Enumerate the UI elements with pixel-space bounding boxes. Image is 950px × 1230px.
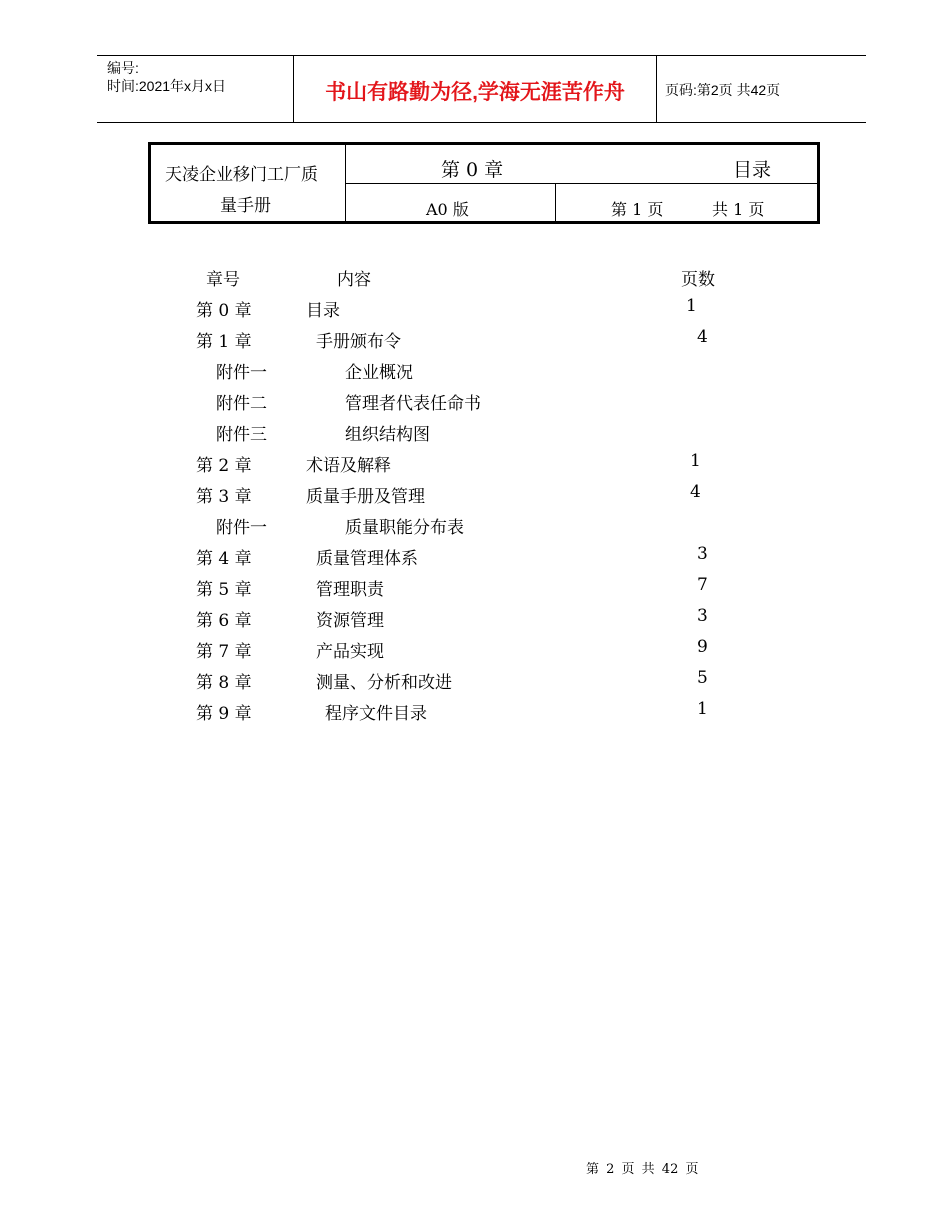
toc-row-content: 目录 xyxy=(306,301,340,321)
toc-row-chapter: 第 3 章 xyxy=(196,487,252,507)
toc-row-content: 企业概况 xyxy=(345,363,413,383)
toc-row-content: 程序文件目录 xyxy=(325,704,427,724)
toc-row-pages: 4 xyxy=(690,482,701,502)
toc-row-pages: 1 xyxy=(686,296,697,316)
toc-row-content: 组织结构图 xyxy=(345,425,430,445)
toc-row-pages: 4 xyxy=(697,327,708,347)
toc-row-pages: 1 xyxy=(690,451,701,471)
document-time-label: 时间:2021年x月x日 xyxy=(107,78,227,94)
version-label: A0 版 xyxy=(426,200,469,219)
toc-row-content: 资源管理 xyxy=(316,611,384,631)
total-pages-label: 共 1 页 xyxy=(712,200,765,219)
toc-row-pages: 5 xyxy=(697,668,708,688)
company-name-line2: 量手册 xyxy=(220,196,271,216)
toc-row-content: 产品实现 xyxy=(316,642,384,662)
toc-header-chapter: 章号 xyxy=(206,270,240,290)
toc-row-pages: 9 xyxy=(697,637,708,657)
toc-row-chapter: 附件一 xyxy=(216,518,267,538)
toc-row-chapter: 附件二 xyxy=(216,394,267,414)
toc-header-pages: 页数 xyxy=(681,270,715,290)
company-name: 天凌企业移门工厂质 xyxy=(165,165,318,185)
chapter-number: 第 0 章 xyxy=(441,159,504,181)
page-label: 第 1 页 xyxy=(611,200,664,219)
toc-row-content: 质量手册及管理 xyxy=(306,487,425,507)
toc-row-chapter: 第 7 章 xyxy=(196,642,252,662)
toc-row-content: 质量管理体系 xyxy=(316,549,418,569)
toc-row-chapter: 附件一 xyxy=(216,363,267,383)
toc-row-chapter: 第 8 章 xyxy=(196,673,252,693)
toc-row-content: 术语及解释 xyxy=(306,456,391,476)
toc-row-pages: 7 xyxy=(697,575,708,595)
toc-row-content: 管理职责 xyxy=(316,580,384,600)
toc-row-chapter: 第 4 章 xyxy=(196,549,252,569)
toc-row-chapter: 第 1 章 xyxy=(196,332,252,352)
toc-row-chapter: 附件三 xyxy=(216,425,267,445)
toc-row-chapter: 第 0 章 xyxy=(196,301,252,321)
header-motto: 书山有路勤为径,学海无涯苦作舟 xyxy=(325,81,625,104)
document-number-label: 编号: xyxy=(107,60,139,76)
toc-row-chapter: 第 5 章 xyxy=(196,580,252,600)
page-footer: 第 2 页 共 42 页 xyxy=(586,1162,699,1177)
document-title: 目录 xyxy=(733,159,772,181)
toc-row-chapter: 第 9 章 xyxy=(196,704,252,724)
toc-row-content: 管理者代表任命书 xyxy=(345,394,481,414)
toc-row-pages: 1 xyxy=(697,699,708,719)
toc-row-chapter: 第 2 章 xyxy=(196,456,252,476)
toc-row-pages: 3 xyxy=(697,544,708,564)
toc-row-chapter: 第 6 章 xyxy=(196,611,252,631)
toc-row-content: 手册颁布令 xyxy=(316,332,401,352)
header-page-code: 页码:第2页 共42页 xyxy=(665,82,781,98)
toc-row-pages: 3 xyxy=(697,606,708,626)
toc-row-content: 测量、分析和改进 xyxy=(316,673,452,693)
toc-header-content: 内容 xyxy=(337,270,371,290)
toc-row-content: 质量职能分布表 xyxy=(345,518,464,538)
